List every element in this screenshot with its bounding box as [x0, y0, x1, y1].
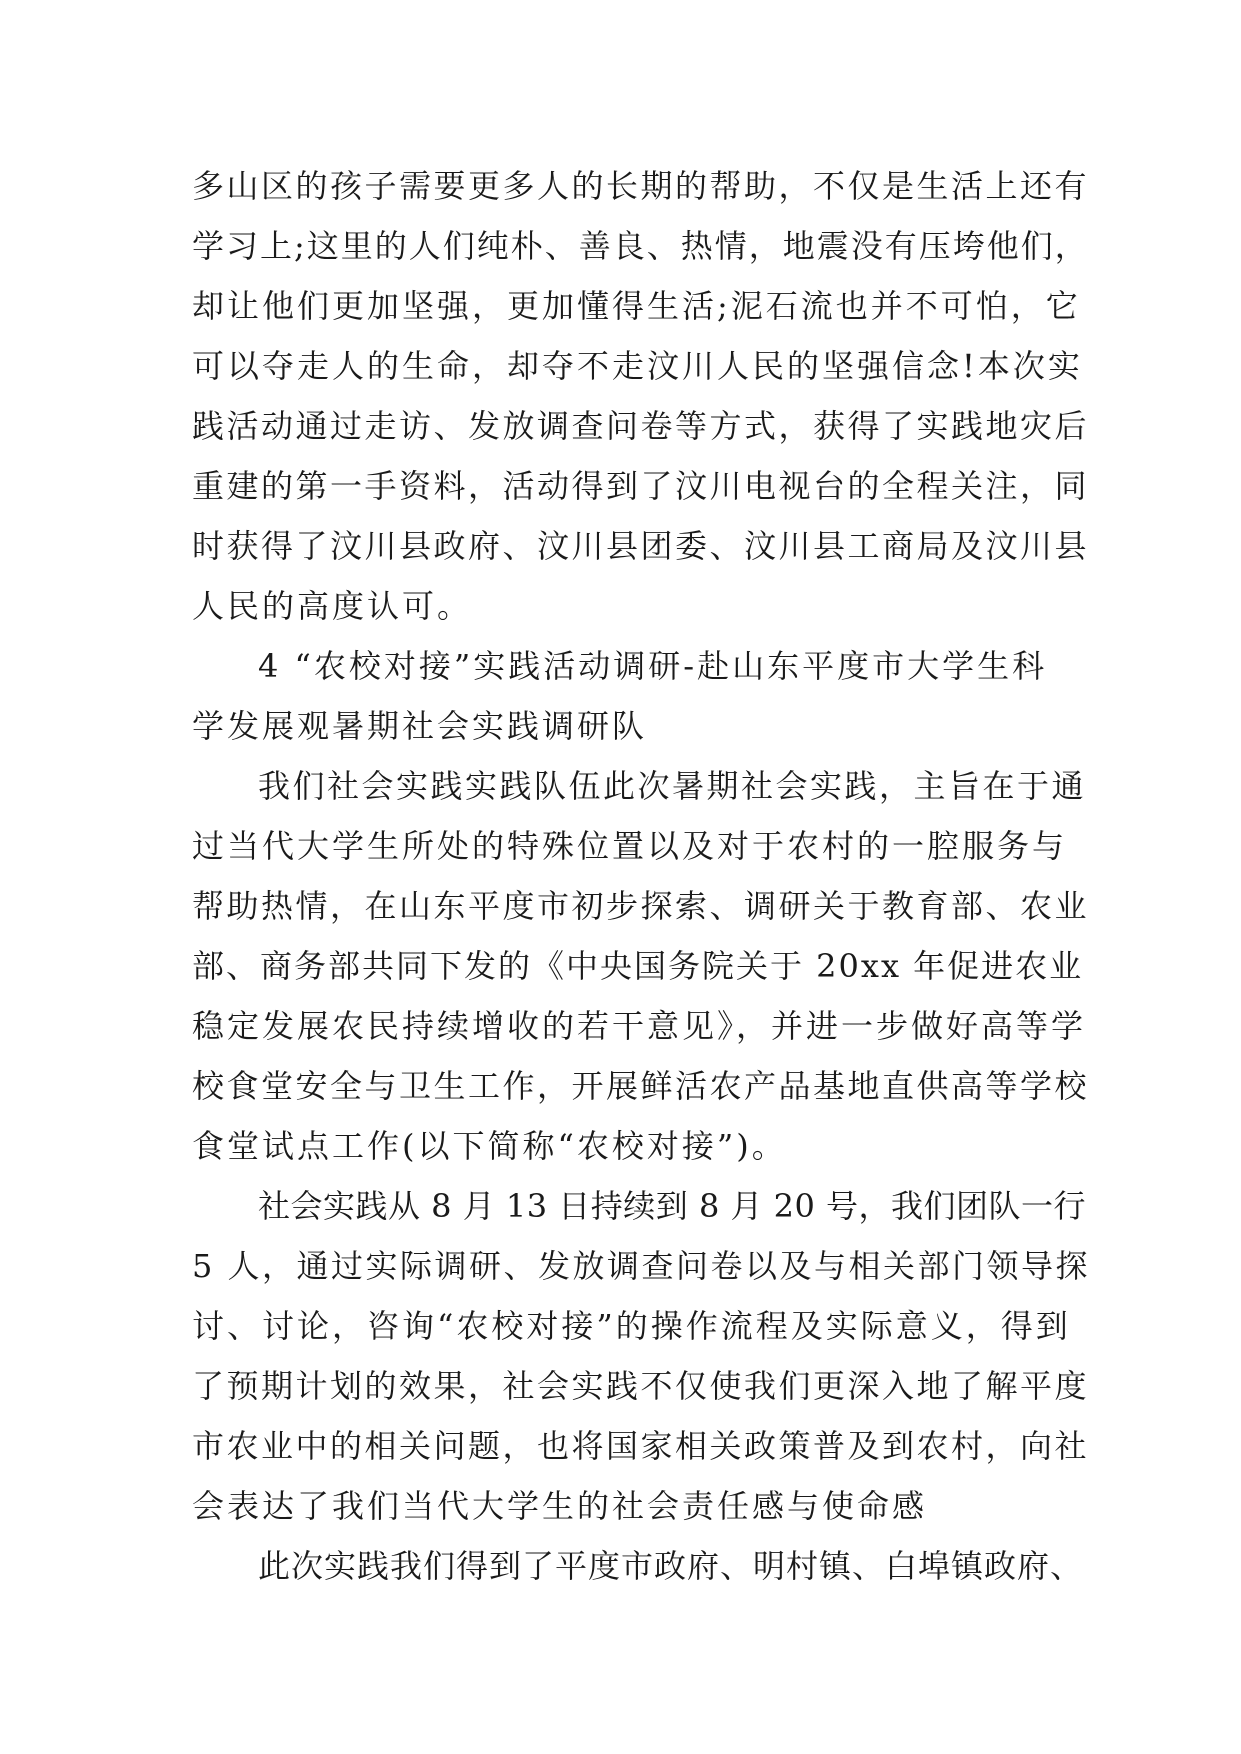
text-line: 部、商务部共同下发的《中央国务院关于 20xx 年促进农业	[192, 947, 1084, 985]
text-line: 食堂试点工作(以下简称“农校对接”)。	[192, 1127, 787, 1165]
section-heading: 学发展观暑期社会实践调研队	[192, 707, 648, 745]
text-line: 多山区的孩子需要更多人的长期的帮助，不仅是生活上还有	[192, 167, 1090, 205]
text-line: 社会实践从 8 月 13 日持续到 8 月 20 号，我们团队一行	[258, 1187, 1087, 1225]
text-line: 了预期计划的效果，社会实践不仅使我们更深入地了解平度	[192, 1367, 1090, 1405]
text-line: 践活动通过走访、发放调查问卷等方式，获得了实践地灾后	[192, 407, 1090, 445]
text-line: 校食堂安全与卫生工作，开展鲜活农产品基地直供高等学校	[192, 1067, 1090, 1105]
text-line: 可以夺走人的生命，却夺不走汶川人民的坚强信念!本次实	[192, 347, 1083, 385]
text-line: 帮助热情，在山东平度市初步探索、调研关于教育部、农业	[192, 887, 1090, 925]
text-line: 过当代大学生所处的特殊位置以及对于农村的一腔服务与	[192, 827, 1068, 865]
text-line: 学习上;这里的人们纯朴、善良、热情，地震没有压垮他们，	[192, 227, 1089, 265]
text-line: 5 人，通过实际调研、发放调查问卷以及与相关部门领导探	[192, 1247, 1091, 1285]
text-line: 重建的第一手资料，活动得到了汶川电视台的全程关注，同	[192, 467, 1090, 505]
text-line: 讨、讨论，咨询“农校对接”的操作流程及实际意义，得到	[192, 1307, 1071, 1345]
text-line: 人民的高度认可。	[192, 587, 473, 625]
text-line: 稳定发展农民持续增收的若干意见》，并进一步做好高等学	[192, 1007, 1087, 1045]
text-line: 市农业中的相关问题，也将国家相关政策普及到农村，向社	[192, 1427, 1090, 1465]
text-line: 此次实践我们得到了平度市政府、明村镇、白埠镇政府、	[258, 1547, 1084, 1585]
text-line: 却让他们更加坚强，更加懂得生活;泥石流也并不可怕，它	[192, 287, 1081, 325]
text-line: 会表达了我们当代大学生的社会责任感与使命感	[192, 1487, 928, 1525]
text-line: 时获得了汶川县政府、汶川县团委、汶川县工商局及汶川县	[192, 527, 1090, 565]
section-heading: 4 “农校对接”实践活动调研-赴山东平度市大学生科	[258, 647, 1048, 685]
text-line: 我们社会实践实践队伍此次暑期社会实践，主旨在于通	[258, 767, 1087, 805]
